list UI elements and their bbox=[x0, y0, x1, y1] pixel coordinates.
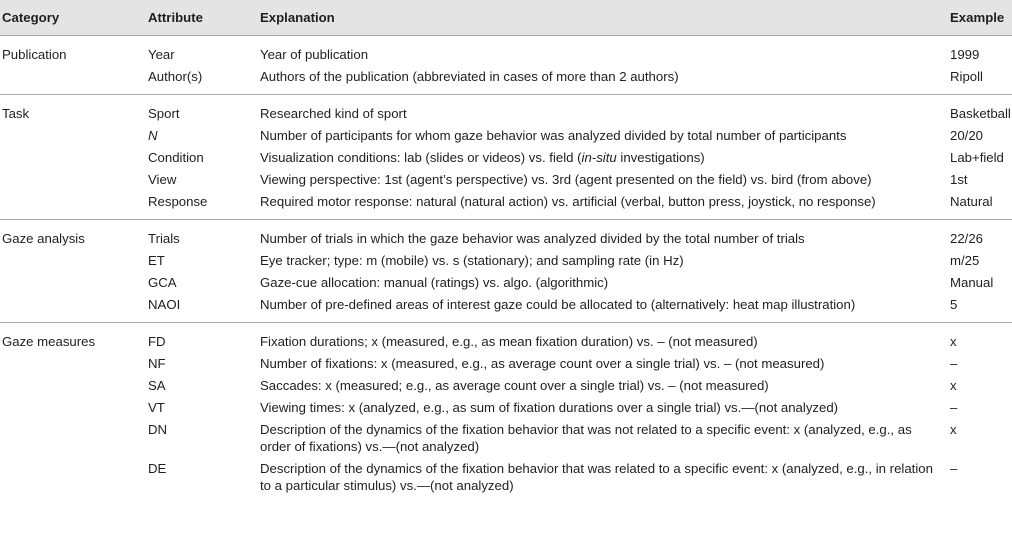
explanation-cell: Viewing times: x (analyzed, e.g., as sum of fixation durations over a single trial) vs.—(not analyzed) bbox=[260, 400, 839, 415]
table-row bbox=[0, 95, 1012, 126]
attribute-cell: Trials bbox=[148, 231, 180, 246]
example-cell: 1st bbox=[950, 172, 968, 187]
header-example: Example bbox=[948, 0, 1012, 36]
example-cell: 1999 bbox=[950, 47, 980, 62]
table-row bbox=[0, 353, 1012, 375]
explanation-cell: Year of publication bbox=[260, 47, 369, 62]
explanation-cell: Researched kind of sport bbox=[260, 106, 407, 121]
attribute-cell: DN bbox=[148, 422, 168, 437]
attribute-cell: N bbox=[148, 128, 158, 143]
category-cell: Task bbox=[2, 106, 30, 121]
example-cell: x bbox=[950, 334, 957, 349]
explanation-cell: Required motor response: natural (natural action) vs. artificial (verbal, button press, joystick, no response) bbox=[260, 194, 876, 209]
table-row bbox=[0, 458, 1012, 497]
example-cell: Manual bbox=[950, 275, 994, 290]
attribute-cell: View bbox=[148, 172, 177, 187]
example-cell: 22/26 bbox=[950, 231, 984, 246]
explanation-cell: Viewing perspective: 1st (agent’s perspective) vs. 3rd (agent presented on the field) vs. bird (from above) bbox=[260, 172, 872, 187]
header-attribute: Attribute bbox=[146, 0, 258, 36]
explanation-text: Visualization conditions: lab (slides or videos) vs. field ( bbox=[260, 150, 582, 165]
table-row bbox=[0, 169, 1012, 191]
explanation-cell: Number of fixations: x (measured, e.g., as average count over a single trial) vs. – (not measured) bbox=[260, 356, 825, 371]
attribute-cell: Year bbox=[148, 47, 175, 62]
example-cell: Basketball bbox=[950, 106, 1011, 121]
example-cell: m/25 bbox=[950, 253, 980, 268]
example-cell: Natural bbox=[950, 194, 993, 209]
example-cell: Lab+field bbox=[950, 150, 1004, 165]
group-gaze-measures bbox=[0, 323, 1012, 498]
explanation-cell: Description of the dynamics of the fixation behavior that was related to a specific event: x (analyzed, e.g., in relation to a particular stimulus) vs.—(not analyzed) bbox=[260, 461, 933, 493]
explanation-cell: Fixation durations; x (measured, e.g., as mean fixation duration) vs. – (not measured) bbox=[260, 334, 758, 349]
attribute-cell: NF bbox=[148, 356, 166, 371]
table-row bbox=[0, 220, 1012, 251]
table-row bbox=[0, 272, 1012, 294]
attribute-cell: Response bbox=[148, 194, 208, 209]
header-category: Category bbox=[0, 0, 146, 36]
explanation-cell: Number of pre-defined areas of interest gaze could be allocated to (alternatively: heat map illustration) bbox=[260, 297, 856, 312]
example-cell: – bbox=[950, 356, 958, 371]
attribute-cell: NAOI bbox=[148, 297, 181, 312]
explanation-cell bbox=[258, 147, 948, 169]
group-publication bbox=[0, 36, 1012, 95]
explanation-cell: Description of the dynamics of the fixation behavior that was not related to a specific event: x (analyzed, e.g., as order of fixations) vs.—(not analyzed) bbox=[260, 422, 912, 454]
table-row bbox=[0, 66, 1012, 95]
example-cell: – bbox=[950, 461, 958, 476]
explanation-cell: Authors of the publication (abbreviated in cases of more than 2 authors) bbox=[260, 69, 679, 84]
category-cell: Gaze measures bbox=[2, 334, 96, 349]
attribute-cell: ET bbox=[148, 253, 165, 268]
attribute-cell: Condition bbox=[148, 150, 204, 165]
attribute-cell: DE bbox=[148, 461, 167, 476]
header-explanation: Explanation bbox=[258, 0, 948, 36]
group-gaze-analysis bbox=[0, 220, 1012, 323]
table-row bbox=[0, 147, 1012, 169]
table-row bbox=[0, 250, 1012, 272]
explanation-cell: Gaze-cue allocation: manual (ratings) vs. algo. (algorithmic) bbox=[260, 275, 609, 290]
attribute-cell: VT bbox=[148, 400, 165, 415]
header-row bbox=[0, 0, 1012, 36]
example-cell: 5 bbox=[950, 297, 958, 312]
table-row bbox=[0, 397, 1012, 419]
example-cell: 20/20 bbox=[950, 128, 984, 143]
table-row bbox=[0, 125, 1012, 147]
explanation-italic-text: in-situ bbox=[581, 150, 617, 165]
attribute-cell: Author(s) bbox=[148, 69, 203, 84]
attribute-cell: GCA bbox=[148, 275, 177, 290]
category-cell: Gaze analysis bbox=[2, 231, 85, 246]
table-row bbox=[0, 375, 1012, 397]
attribute-cell: Sport bbox=[148, 106, 180, 121]
example-cell: Ripoll bbox=[950, 69, 983, 84]
table-row bbox=[0, 294, 1012, 323]
explanation-text: investigations) bbox=[616, 150, 705, 165]
explanation-cell: Number of trials in which the gaze behavior was analyzed divided by the total number of trials bbox=[260, 231, 805, 246]
table-row bbox=[0, 191, 1012, 220]
explanation-cell: Saccades: x (measured; e.g., as average count over a single trial) vs. – (not measured) bbox=[260, 378, 769, 393]
group-task bbox=[0, 95, 1012, 220]
table-row bbox=[0, 36, 1012, 67]
explanation-cell: Number of participants for whom gaze behavior was analyzed divided by total number of participants bbox=[260, 128, 847, 143]
attribute-cell: FD bbox=[148, 334, 166, 349]
table-row bbox=[0, 419, 1012, 458]
example-cell: x bbox=[950, 378, 957, 393]
table-row bbox=[0, 323, 1012, 354]
explanation-cell: Eye tracker; type: m (mobile) vs. s (stationary); and sampling rate (in Hz) bbox=[260, 253, 684, 268]
category-cell: Publication bbox=[2, 47, 67, 62]
attribute-cell: SA bbox=[148, 378, 166, 393]
example-cell: – bbox=[950, 400, 958, 415]
example-cell: x bbox=[950, 422, 957, 437]
